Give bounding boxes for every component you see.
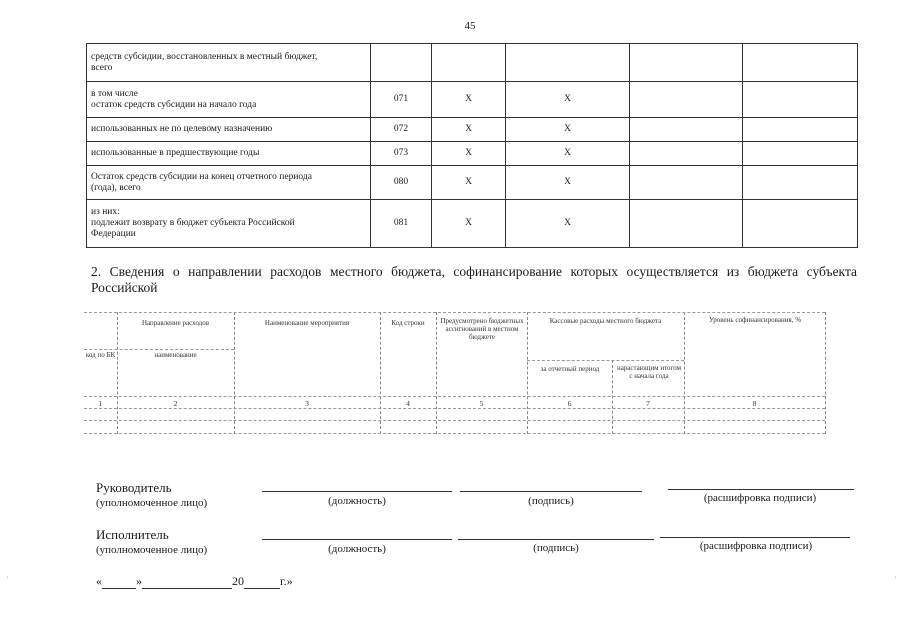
- day-blank[interactable]: [102, 576, 136, 589]
- table-row: [87, 82, 858, 118]
- column-number: 5: [479, 399, 484, 408]
- column-number: 7: [646, 399, 650, 408]
- year-prefix: 20: [232, 574, 244, 588]
- table-line: [527, 360, 684, 361]
- subsidy-balance-table: [86, 43, 858, 248]
- header-row-code: Код строки: [391, 319, 425, 327]
- table-line: [117, 312, 118, 434]
- row-label-line: остаток средств субсидии на начало года: [91, 99, 257, 110]
- column-number: 1: [98, 399, 103, 408]
- x-mark: X: [432, 166, 506, 200]
- month-blank[interactable]: [142, 576, 232, 589]
- head-role-label: Руководитель: [96, 480, 172, 495]
- row-label-line: Федерации: [91, 229, 136, 239]
- year-blank[interactable]: [244, 576, 280, 589]
- scan-edge-mark: ·: [894, 573, 897, 582]
- x-mark: [432, 44, 506, 82]
- table-line: [84, 349, 234, 350]
- empty-cell: [630, 200, 743, 248]
- table-row: [87, 142, 858, 166]
- row-label: [87, 166, 371, 200]
- row-code: 072: [371, 118, 432, 142]
- header-direction: Направление расходов: [141, 319, 210, 327]
- empty-cell: [743, 82, 858, 118]
- table-line: [84, 396, 825, 397]
- row-label-line: всего: [91, 62, 113, 73]
- table-row: [87, 200, 858, 248]
- table-line: [380, 312, 381, 434]
- empty-cell: [630, 82, 743, 118]
- head-decoding-line[interactable]: [668, 489, 854, 490]
- table-line: [234, 312, 235, 434]
- date-close-quote: »: [136, 574, 142, 588]
- executor-position-caption: (должность): [328, 543, 386, 555]
- executor-signature-line[interactable]: [458, 539, 654, 540]
- column-number: 4: [406, 399, 410, 408]
- header-cash-period: за отчетный период: [540, 365, 600, 373]
- empty-cell: [630, 44, 743, 82]
- column-number: 6: [567, 399, 572, 408]
- scan-edge-mark: ·: [6, 573, 9, 582]
- header-bk-code: код по БК: [85, 351, 116, 359]
- x-mark: [506, 44, 630, 82]
- head-signature-line[interactable]: [460, 491, 642, 492]
- year-suffix: г.»: [280, 574, 293, 588]
- x-mark: X: [432, 142, 506, 166]
- executor-decoding-caption: (расшифровка подписи): [699, 540, 813, 552]
- row-label: [87, 44, 371, 82]
- table-row: [87, 118, 858, 142]
- header-cash-cumulative: нарастающим итогом с начала года: [616, 364, 682, 380]
- row-label: [87, 82, 371, 118]
- executor-signature-caption: (подпись): [533, 542, 579, 554]
- empty-cell: [743, 200, 858, 248]
- header-planned: Предусмотрено бюджетных ассигнований в местном бюджете: [440, 317, 524, 341]
- table-line: [527, 312, 528, 434]
- row-code: 080: [371, 166, 432, 200]
- table-line: [684, 312, 685, 434]
- section-2-heading: 2. Сведения о направлении расходов местного бюджета, софинансирование которых осуществляется из бюджета субъекта Российской: [91, 264, 857, 295]
- x-mark: X: [432, 200, 506, 248]
- head-position-line[interactable]: [262, 491, 452, 492]
- row-label-line: средств субсидии, восстановленных в местный бюджет,: [91, 51, 318, 62]
- date-open-quote: «: [96, 574, 102, 588]
- head-signature-caption: (подпись): [528, 495, 574, 507]
- table-row: [87, 166, 858, 200]
- x-mark: X: [506, 142, 630, 166]
- column-number: 8: [752, 399, 757, 408]
- head-decoding-caption: (расшифровка подписи): [703, 492, 817, 504]
- row-label-line: Остаток средств субсидии на конец отчетного периода: [91, 171, 312, 182]
- date-line: [96, 574, 293, 589]
- empty-cell: [630, 142, 743, 166]
- row-label-line: использованных не по целевому назначению: [91, 124, 273, 134]
- row-code: 081: [371, 200, 432, 248]
- table-line: [84, 408, 825, 409]
- x-mark: X: [432, 82, 506, 118]
- table-line: [84, 433, 825, 434]
- table-line: [436, 312, 437, 434]
- head-position-caption: (должность): [328, 495, 386, 507]
- column-number: 3: [305, 399, 309, 408]
- x-mark: X: [506, 118, 630, 142]
- executor-decoding-line[interactable]: [660, 537, 850, 538]
- executor-role-label: Исполнитель: [96, 527, 169, 542]
- executor-position-line[interactable]: [262, 539, 452, 540]
- row-label: [87, 200, 371, 248]
- row-label-line: использованные в предшествующие годы: [91, 148, 260, 158]
- column-number: 2: [173, 399, 178, 408]
- table-line: [825, 312, 826, 434]
- row-label-line: из них:: [91, 207, 120, 217]
- row-label: [87, 142, 371, 166]
- table-row: [87, 44, 858, 82]
- x-mark: X: [506, 166, 630, 200]
- executor-role-sub: (уполномоченное лицо): [96, 544, 208, 556]
- row-label-line: подлежит возврату в бюджет субъекта Российской: [91, 218, 295, 228]
- table-line: [84, 420, 825, 421]
- row-label-line: (года), всего: [91, 182, 141, 193]
- x-mark: X: [506, 82, 630, 118]
- empty-cell: [743, 44, 858, 82]
- empty-cell: [743, 118, 858, 142]
- header-cofinancing-level: Уровень софинансирования, %: [708, 316, 802, 324]
- cofinancing-table: [84, 312, 828, 436]
- x-mark: X: [506, 200, 630, 248]
- row-code: 071: [371, 82, 432, 118]
- empty-cell: [630, 118, 743, 142]
- header-name: наименование: [154, 351, 197, 359]
- header-cash-expenses: Кассовые расходы местного бюджета: [549, 317, 662, 325]
- x-mark: X: [432, 118, 506, 142]
- table-line: [612, 360, 613, 434]
- empty-cell: [743, 142, 858, 166]
- empty-cell: [630, 166, 743, 200]
- row-code: [371, 44, 432, 82]
- header-event-name: Наименование мероприятия: [264, 319, 350, 327]
- empty-cell: [743, 166, 858, 200]
- page-number: 45: [464, 20, 476, 32]
- table-line: [84, 312, 825, 313]
- head-role-sub: (уполномоченное лицо): [96, 497, 208, 509]
- row-label-line: в том числе: [91, 88, 138, 99]
- row-label: [87, 118, 371, 142]
- row-code: 073: [371, 142, 432, 166]
